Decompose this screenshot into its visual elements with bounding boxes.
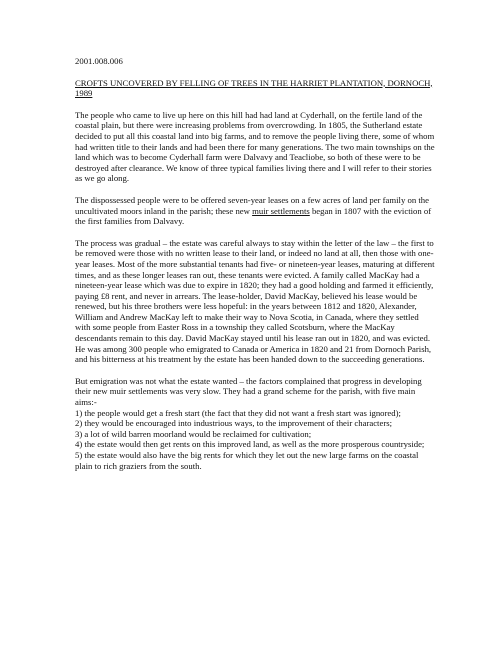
aim-item: 5) the estate would also have the big rents for which they let out the new large farms on the coastal plain to rich graziers from the south. — [75, 450, 419, 471]
aims-list — [75, 408, 435, 472]
paragraph-2 — [75, 195, 435, 227]
aim-item: 3) a lot of wild barren moorland would be reclaimed for cultivation; — [75, 428, 312, 439]
muir-settlements-link[interactable]: muir settlements — [252, 205, 310, 216]
paragraph-1: The people who came to live up here on this hill had had land at Cyderhall, on the fertile land of the coastal plain, but there were increasing problems from overcrowding. In 1805, the Sutherland estate decided to put all this coastal land into big farms, and to remove the people living there, some of whom had written title to their lands and had been there for many generations. The two main townships on the land which was to become Cyderhall farm were Dalvavy and Teacliobe, so both of these were to be destroyed after clearance. We know of three typical families living there and I will refer to their stories as we go along. — [75, 109, 435, 184]
paragraph-4 — [75, 376, 435, 471]
paragraph-2-after: began in 1807 with the eviction of the first families from Dalvavy. — [75, 205, 432, 227]
aim-item: 1) the people would get a fresh start (the fact that they did not want a fresh start was ignored); — [75, 407, 401, 418]
document-reference: 2001.008.006 — [75, 56, 123, 66]
paragraph-2-before: The dispossessed people were to be offered seven-year leases on a few acres of land per family on the uncultivated moors inland in the parish; these new — [75, 194, 429, 216]
paragraph-4-intro: But emigration was not what the estate wanted – the factors complained that progress in developing their new muir settlements was very slow. They had a grand scheme for the parish, with five main aims:- — [75, 375, 422, 408]
document-page — [75, 56, 435, 482]
aim-item: 4) the estate would then get rents on this improved land, as well as the more prosperous countryside; — [75, 439, 425, 450]
aim-item: 2) they would be encouraged into industrious ways, to the improvement of their characters; — [75, 418, 393, 429]
paragraph-3: The process was gradual – the estate was careful always to stay within the letter of the law – the first to be removed were those with no written lease to their land, or indeed no land at all, then those with one-year leases. Most of the more substantial tenants had five- or nineteen-year leases, maturing at different times, and as these longer leases ran out, these tenants were evicted. A family called MacKay had a nineteen-year lease which was due to expire in 1820; they had a good holding and farmed it efficiently, paying £8 rent, and never in arrears. The lease-holder, David MacKay, believed his lease would be renewed, but his three brothers were less hopeful: in the years between 1812 and 1820, Alexander, William and Andrew MacKay left to make their way to Nova Scotia, in Canada, where they settled with some people from Easter Ross in a township they called Scotsburn, where the MacKay descendants remain to this day. David MacKay stayed until his lease ran out in 1820, and was evicted. He was among 300 people who emigrated to Canada or America in 1820 and 21 from Dornoch Parish, and his bitterness at his treatment by the estate has been handed down to the succeeding generations. — [75, 237, 435, 365]
document-heading: CROFTS UNCOVERED BY FELLING OF TREES IN THE HARRIET PLANTATION, DORNOCH, 1989 — [75, 77, 433, 99]
